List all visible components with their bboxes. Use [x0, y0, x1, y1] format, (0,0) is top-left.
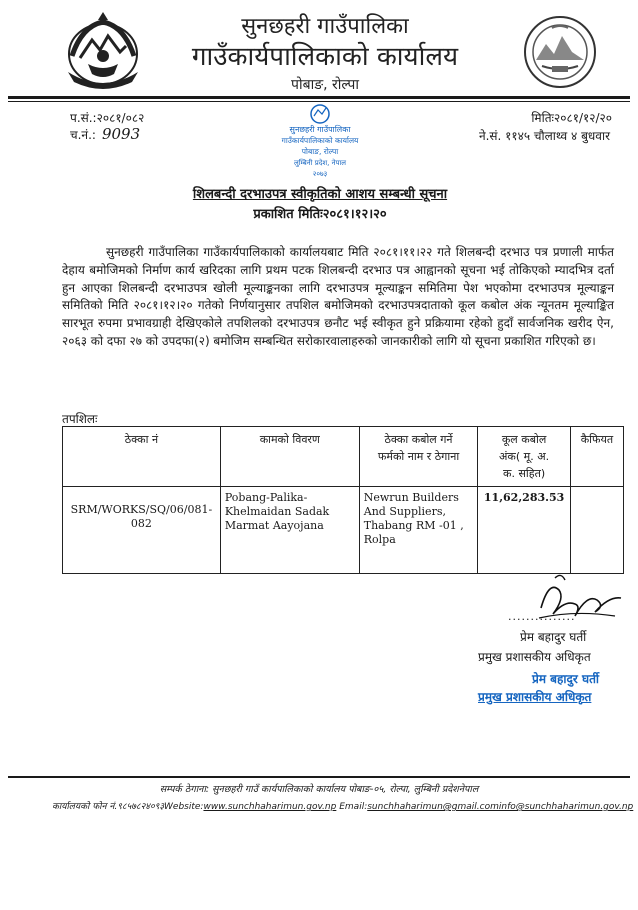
office-stamp-icon	[270, 102, 370, 182]
notice-body: सुनछहरी गाउँपालिका गाउँकार्यपालिकाको कार्यालयबाट मिति २०८१।११।२२ गते शिलबन्दी दरभाउ पत्र प्रणाली मार्फत देहाय बमोजिमको निर्माण कार्य खरिदका लागि प्रथम पटक शिलबन्दी दरभाउ पत्र आह्वानको सूचना भई तोकिएको म्यादभित्र दर्ता हुन आएका शिलबन्दी दरभाउपत्र खोली मूल्याङ्कनका लागि दरभाउपत्र मूल्याङ्कन समितिमा पेश भएकोमा दरभाउपत्र मूल्याङ्कन समितिको मिति २०८१।१२।२० गतेको निर्णयानुसार तपशिल बमोजिमको दरभाउपत्रदाताको कूल कबोल अंक न्यूनतम मूल्याङ्कित सारभूत रुपमा प्रभावग्राही देखिएकोले तपशिलको दरभाउपत्र छनौट भई स्वीकृत हुने प्रक्रियामा रहेको हुदाँ सार्वजनिक खरीद ऐन, २०६३ को दफा २७ को उपदफा(२) बमोजिम सम्बन्धित सरोकारवालाहरुको जानकारीको लागि यो सूचना प्रकाशित गरिएको छ।	[62, 245, 614, 348]
header-amount-line-1: कूल कबोल	[501, 433, 547, 446]
cell-amount: 11,62,283.53	[478, 487, 571, 574]
dispatch-value: 9093	[101, 125, 141, 143]
name-stamp: प्रेम बहादुर घर्ती	[532, 672, 600, 686]
stamp-line-1: सुनछहरी गाउँपालिका	[289, 125, 351, 134]
phone-label: कार्यालयको फोन नं.	[52, 802, 118, 812]
header-firm	[359, 427, 478, 487]
municipality-name: सुनछहरी गाउँपालिका	[241, 14, 409, 39]
cell-remarks	[570, 487, 623, 574]
stamp-line-2: गाउँकार्यपालिकाको कार्यालय	[281, 136, 359, 145]
signatory-name: प्रेम बहादुर घर्ती	[520, 630, 587, 644]
table-row	[63, 487, 624, 574]
office-name: गाउँकार्यपालिकाको कार्यालय	[191, 42, 459, 72]
header-contract-no: ठेक्का नं	[63, 427, 221, 487]
handwritten-signature-icon	[535, 570, 625, 626]
header-firm-line-2: फर्मको नाम र ठेगाना	[377, 450, 460, 463]
header-amount-line-2: अंक( मू. अ.	[499, 450, 550, 463]
signature-dots: ...............	[508, 610, 576, 623]
published-date: प्रकाशित मितिः२०८१।१२।२०	[253, 207, 387, 222]
nepal-samvat-date: ने.सं. ११४५ चौलाथ्व ४ बुधवार	[478, 129, 610, 143]
header-firm-line-1: ठेक्का कबोल गर्ने	[384, 433, 453, 446]
contract-table	[62, 426, 624, 574]
website-link[interactable]: www.sunchhaharimun.gov.np	[203, 802, 337, 812]
header-divider	[8, 96, 630, 99]
website-label: Website:	[164, 802, 204, 812]
nepal-government-emblem-icon	[62, 12, 144, 90]
phone-number: ९८५७८२४०९३	[117, 802, 165, 812]
footer-divider	[8, 776, 630, 778]
dispatch-number	[70, 126, 140, 143]
dispatch-label: च.नं.:	[70, 128, 96, 142]
cell-contract-no: SRM/WORKS/SQ/06/081-082	[63, 487, 221, 574]
stamp-line-5: २०७३	[312, 170, 328, 178]
office-location: पोबाङ, रोल्पा	[291, 77, 359, 93]
letter-reference-number: प.सं.:२०८१/०८२	[70, 111, 145, 125]
details-label: तपशिलः	[62, 412, 98, 426]
signatory-title: प्रमुख प्रशासकीय अधिकृत	[478, 650, 591, 664]
stamp-line-3: पोबाङ, रोल्पा	[301, 147, 339, 156]
table-header-row	[63, 427, 624, 487]
email-label: Email:	[339, 802, 368, 812]
municipality-seal-icon	[522, 14, 598, 90]
header-amount-line-3: क. सहित)	[503, 467, 546, 480]
footer-contact	[52, 799, 634, 812]
letter-date: मितिः२०८१/१२/२०	[531, 111, 612, 125]
footer-address: सम्पर्क ठेगाना: सुनछहरी गाउँ कार्यपालिकाको कार्यालय पोबाङ-०५, रोल्पा, लुम्बिनी प्रदेशनेपाल	[159, 784, 479, 795]
stamp-line-4: लुम्बिनी प्रदेश, नेपाल	[293, 159, 347, 167]
title-stamp: प्रमुख प्रशासकीय अधिकृत	[478, 690, 592, 704]
cell-firm: Newrun Builders And Suppliers, Thabang RM -01 , Rolpa	[359, 487, 478, 574]
email-link[interactable]: sunchhaharimun@gmail.cominfo@sunchhaharimun.gov.np	[367, 802, 634, 812]
header-amount	[478, 427, 571, 487]
header-remarks: कैफियत	[570, 427, 623, 487]
notice-headline: शिलबन्दी दरभाउपत्र स्वीकृतिको आशय सम्बन्धी सूचना	[192, 187, 448, 202]
cell-description: Pobang-Palika-Khelmaidan Sadak Marmat Aayojana	[220, 487, 359, 574]
header-description: कामको विवरण	[220, 427, 359, 487]
